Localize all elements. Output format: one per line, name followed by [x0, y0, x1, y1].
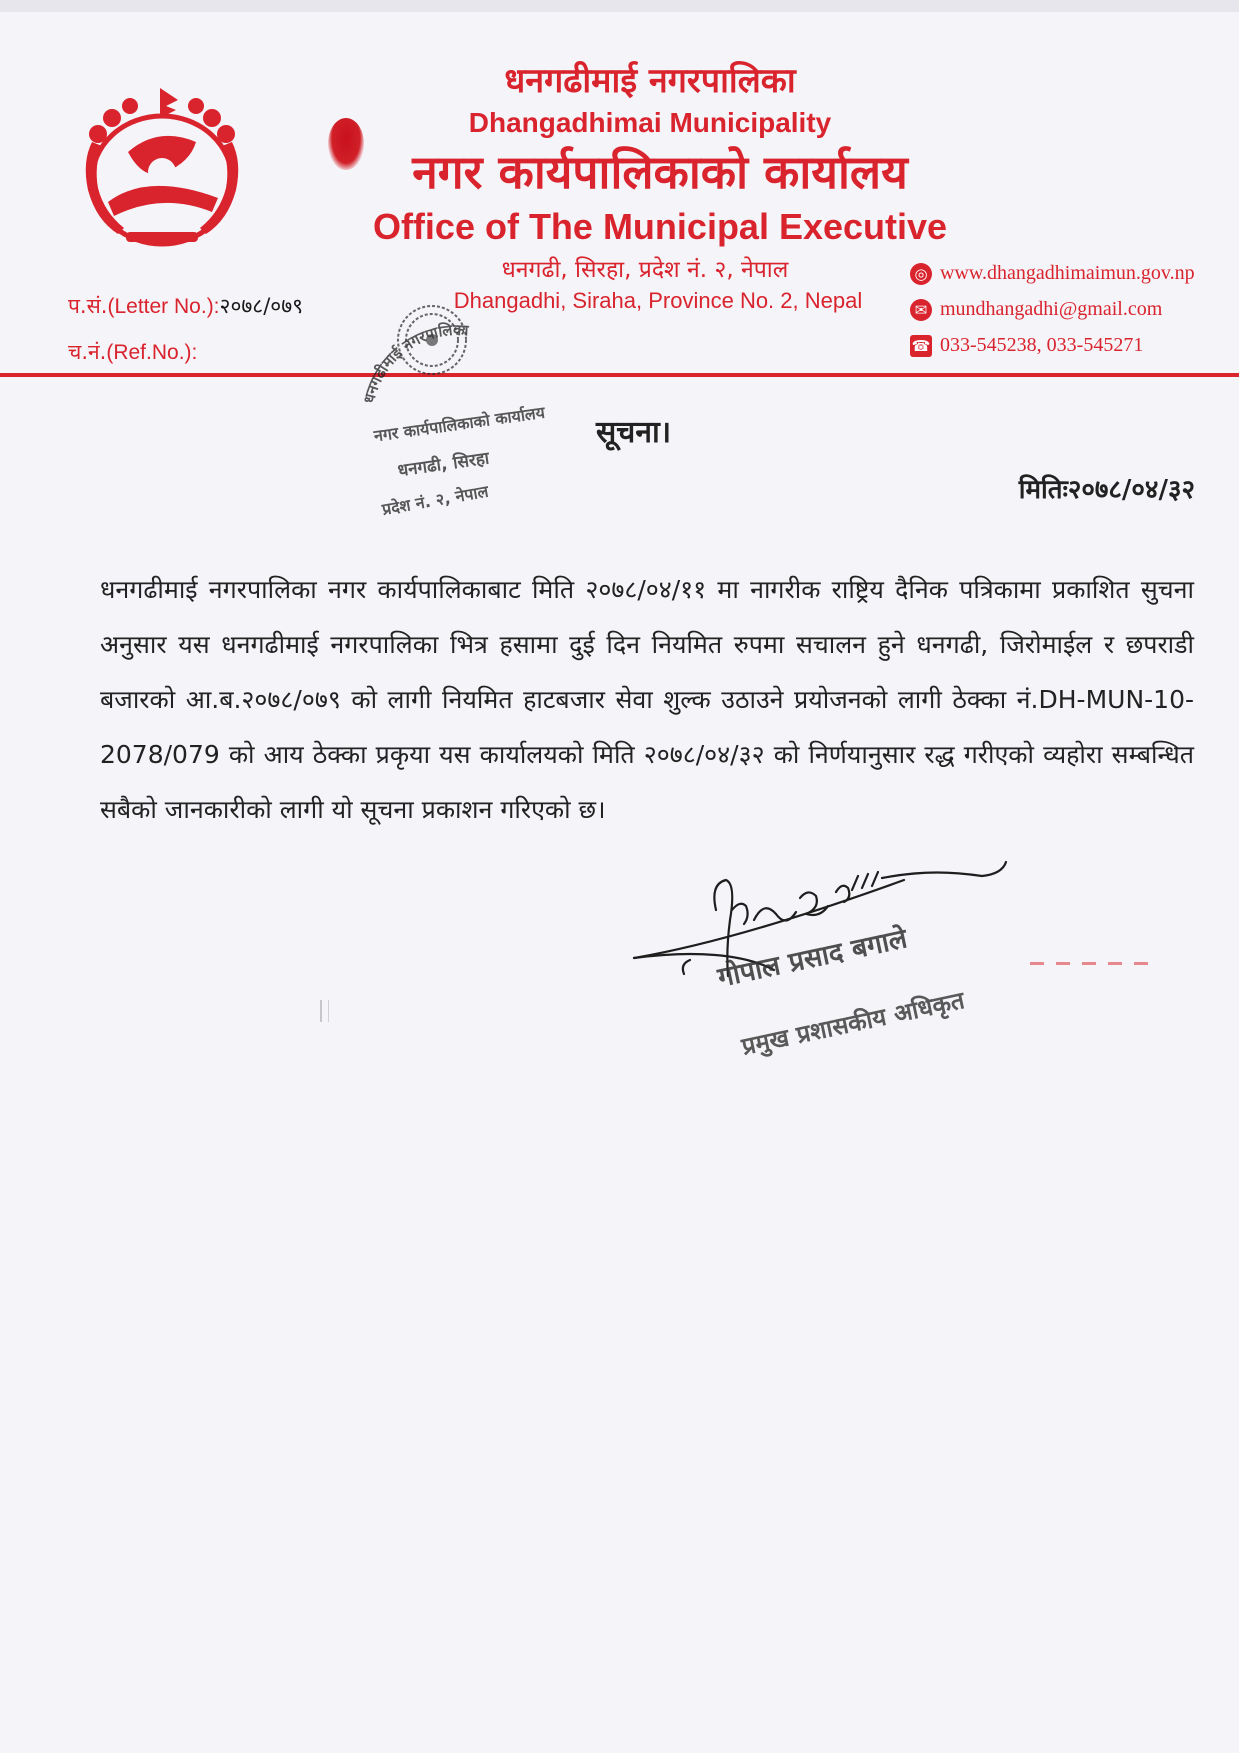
signatory-title: प्रमुख प्रशासकीय अधिकृत — [739, 986, 967, 1061]
header-divider — [0, 373, 1239, 377]
website-text: www.dhangadhimaimun.gov.np — [940, 262, 1195, 284]
signatory-name: गोपाल प्रसाद बगाले — [715, 923, 910, 994]
phone-icon: ☎ — [911, 337, 931, 356]
phone-text: 033-545238, 033-545271 — [940, 334, 1144, 356]
svg-text:धनगढीमाई नगरपालिका — [360, 321, 470, 405]
globe-icon: ◎ — [910, 263, 932, 285]
reference-number — [68, 338, 197, 366]
stamp-line-1: धनगढीमाई नगरपालिका — [359, 320, 469, 406]
address-np: धनगढी, सिरहा, प्रदेश नं. २, नेपाल — [501, 257, 789, 283]
address-en: Dhangadhi, Siraha, Province No. 2, Nepal — [453, 288, 863, 313]
ref-number-label-en: (Ref.No.): — [106, 341, 198, 364]
notice-title: सूचना। — [596, 415, 672, 450]
ref-number-label-np: च.नं. — [68, 340, 107, 364]
municipality-name-np: धनगढीमाई नगरपालिका — [504, 61, 796, 101]
contact-email — [910, 298, 1162, 321]
mail-icon: ✉ — [910, 299, 932, 321]
contact-phone — [910, 334, 1143, 357]
contact-website — [910, 262, 1195, 285]
scan-speck — [320, 1000, 329, 1022]
stamp-line-3: धनगढी, सिरहा — [396, 448, 491, 482]
scan-edge — [0, 0, 1239, 12]
letter-number-value: २०७८/०७९ — [219, 294, 304, 318]
municipality-name-en: Dhangadhimai Municipality — [468, 107, 832, 138]
notice-body: धनगढीमाई नगरपालिका नगर कार्यपालिकाबाट मिति २०७८/०४/११ मा नागरीक राष्ट्रिय दैनिक पत्रिकामा प्रकाशित सुचना अनुसार यस धनगढीमाई नगरपालिका भित्र हसामा दुई दिन नियमित रुपमा सचालन हुने धनगढी, जिरोमाईल र छपराडी बजारको आ.ब.२०७८/०७९ को लागी नियमित हाटबजार सेवा शुल्क उठाउने प्रयोजनको लागी ठेक्का नं.DH-MUN-10-2078/079 को आय ठेक्का प्रकृया यस कार्यालयको मिति २०७८/०४/३२ को निर्णयानुसार रद्ध गरीएको व्यहोरा सम्बन्धित सबैको जानकारीको लागी यो सूचना प्रकाशन गरिएको छ। — [100, 575, 1194, 824]
stamp-line-4: प्रदेश नं. २, नेपाल — [380, 481, 490, 519]
letter-number — [68, 292, 303, 320]
nepal-emblem-icon — [68, 82, 256, 258]
notice-date: मितिः२०७८/०४/३२ — [1018, 475, 1195, 505]
red-ink-mark — [1030, 962, 1150, 965]
letter-number-label-np: प.सं. — [68, 294, 108, 318]
stamp-line-2: नगर कार्यपालिकाको कार्यालय — [372, 402, 547, 446]
email-text: mundhangadhi@gmail.com — [940, 298, 1163, 320]
office-name-en: Office of The Municipal Executive — [372, 206, 948, 247]
office-stamp — [352, 300, 562, 522]
letter-number-label-en: (Letter No.): — [107, 295, 220, 318]
office-name-np: नगर कार्यपालिकाको कार्यालय — [412, 145, 908, 199]
